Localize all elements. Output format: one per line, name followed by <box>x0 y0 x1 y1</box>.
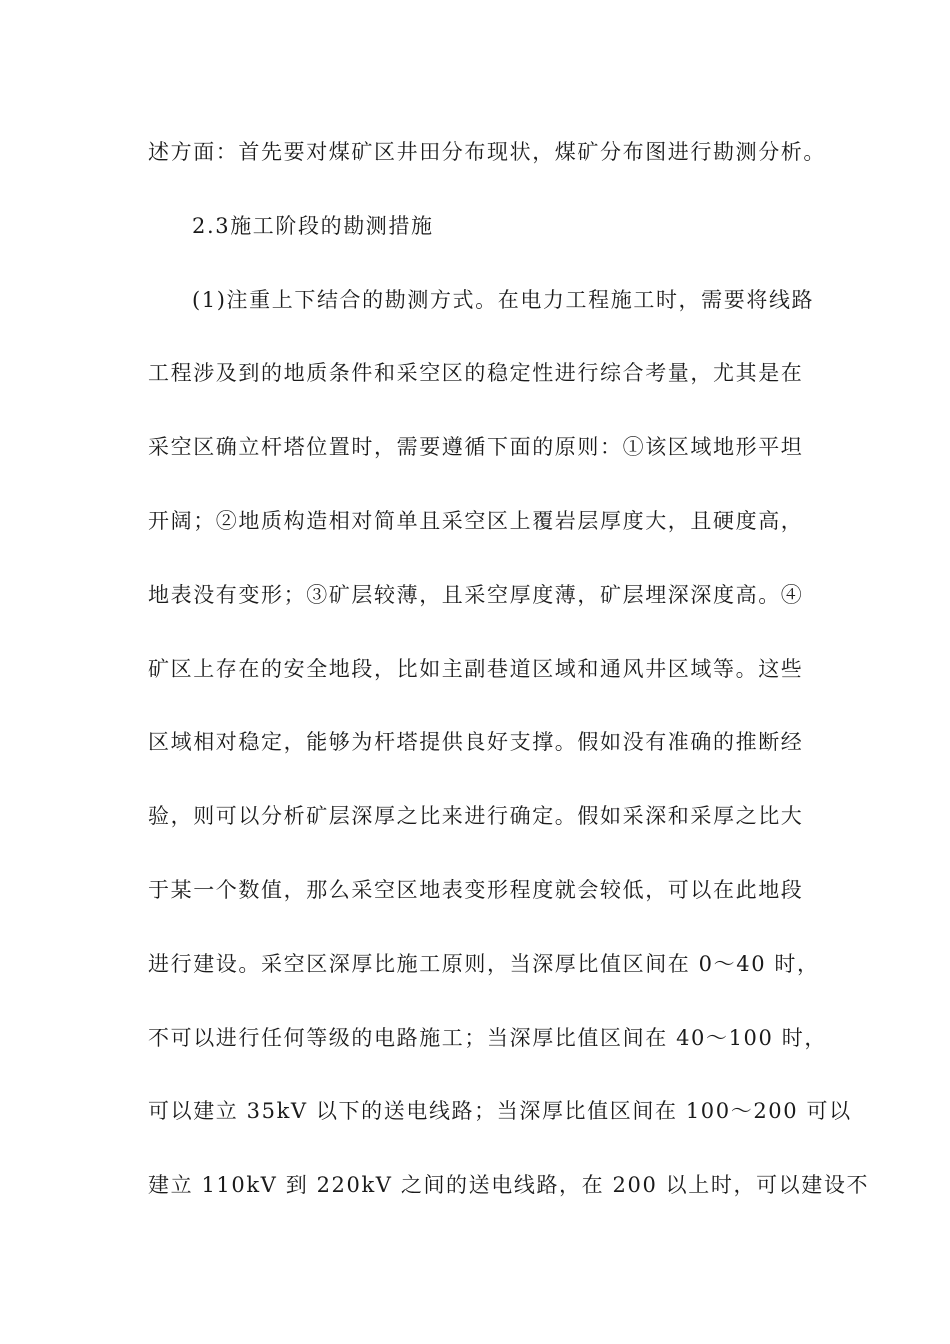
text-line-14: 可以建立 35kV 以下的送电线路；当深厚比值区间在 100～200 可以 <box>148 1099 852 1124</box>
text-line-1: 述方面：首先要对煤矿区井田分布现状，煤矿分布图进行勘测分析。 <box>148 140 826 164</box>
text-line-6: 开阔；②地质构造相对简单且采空区上覆岩层厚度大，且硬度高， <box>148 508 804 533</box>
text-line-10: 验，则可以分析矿层深厚之比来进行确定。假如采深和采厚之比大 <box>148 804 804 829</box>
section-heading: 2.3施工阶段的勘测措施 <box>192 213 434 238</box>
text-line-9: 区域相对稳定，能够为杆塔提供良好支撑。假如没有准确的推断经 <box>148 730 804 755</box>
text-line-15: 建立 110kV 到 220kV 之间的送电线路，在 200 以上时，可以建设不 <box>148 1173 870 1198</box>
body-text <box>148 128 870 1235</box>
text-line-13: 不可以进行任何等级的电路施工；当深厚比值区间在 40～100 时， <box>148 1025 827 1050</box>
text-line-7: 地表没有变形；③矿层较薄，且采空厚度薄，矿层埋深深度高。④ <box>148 582 804 607</box>
text-line-11: 于某一个数值，那么采空区地表变形程度就会较低，可以在此地段 <box>148 877 804 902</box>
text-line-5: 采空区确立杆塔位置时，需要遵循下面的原则：①该区域地形平坦 <box>148 435 804 460</box>
text-line-12: 进行建设。采空区深厚比施工原则，当深厚比值区间在 0～40 时， <box>148 951 820 976</box>
text-line-3: (1)注重上下结合的勘测方式。在电力工程施工时，需要将线路 <box>192 287 815 312</box>
text-line-4: 工程涉及到的地质条件和采空区的稳定性进行综合考量，尤其是在 <box>148 361 804 386</box>
text-line-8: 矿区上存在的安全地段，比如主副巷道区域和通风井区域等。这些 <box>148 656 804 681</box>
